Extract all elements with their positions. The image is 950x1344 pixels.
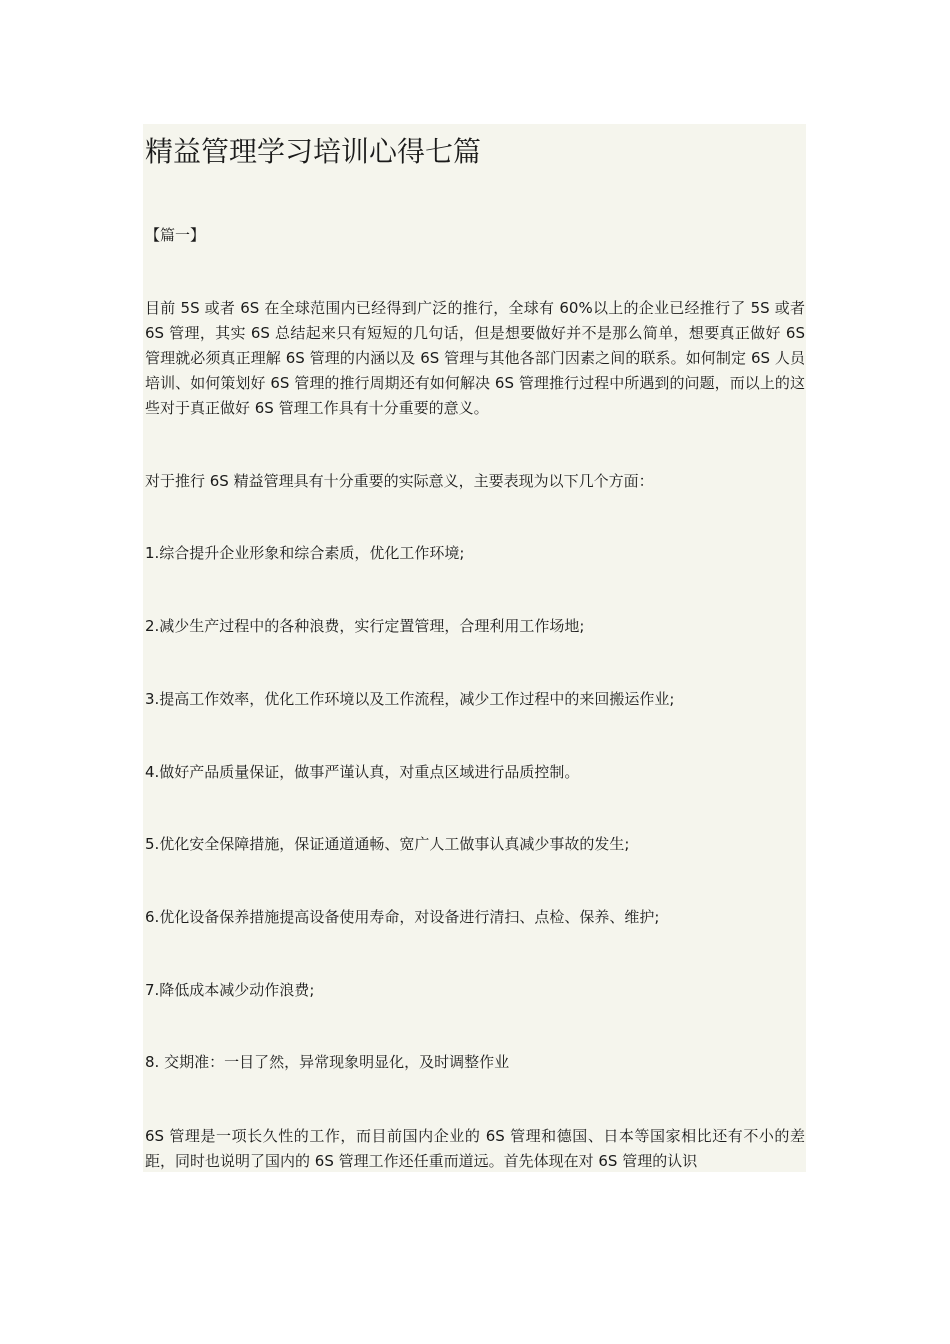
list-item-2: 2.减少生产过程中的各种浪费，实行定置管理，合理利用工作场地; — [145, 617, 585, 635]
intro-paragraph: 目前 5S 或者 6S 在全球范围内已经得到广泛的推行，全球有 60%以上的企业已经推行了 5S 或者 6S 管理，其实 6S 总结起来只有短短的几句话，但是想要做好并不是那么简单，想要真正做好 6S 管理就必须真正理解 6S 管理的内涵以及 6S 管理与其他各部门因素之间的联系。如何制定 6S 人员培训、如何策划好 6S 管理的推行周期还有如何解决 6S 管理推行过程中所遇到的问题，而以上的这些对于真正做好 6S 管理工作具有十分重要的意义。 — [145, 299, 805, 417]
list-item-3: 3.提高工作效率，优化工作环境以及工作流程，减少工作过程中的来回搬运作业; — [145, 690, 675, 708]
document-page — [143, 124, 806, 1172]
closing-paragraph: 6S 管理是一项长久性的工作，而目前国内企业的 6S 管理和德国、日本等国家相比还有不小的差距，同时也说明了国内的 6S 管理工作还任重而道远。首先体现在对 6S 管理的认识 — [145, 1127, 805, 1170]
lead-sentence: 对于推行 6S 精益管理具有十分重要的实际意义，主要表现为以下几个方面： — [145, 472, 654, 490]
document-title: 精益管理学习培训心得七篇 — [145, 135, 482, 168]
section-label: 【篇一】 — [145, 226, 206, 244]
list-item-7: 7.降低成本减少动作浪费; — [145, 981, 315, 999]
list-item-6: 6.优化设备保养措施提高设备使用寿命，对设备进行清扫、点检、保养、维护; — [145, 908, 660, 926]
list-item-4: 4.做好产品质量保证，做事严谨认真，对重点区域进行品质控制。 — [145, 763, 580, 781]
list-item-8: 8. 交期准：一目了然，异常现象明显化，及时调整作业 — [145, 1053, 510, 1071]
list-item-5: 5.优化安全保障措施，保证通道通畅、宽广人工做事认真减少事故的发生; — [145, 835, 630, 853]
list-item-1: 1.综合提升企业形象和综合素质，优化工作环境; — [145, 544, 465, 562]
